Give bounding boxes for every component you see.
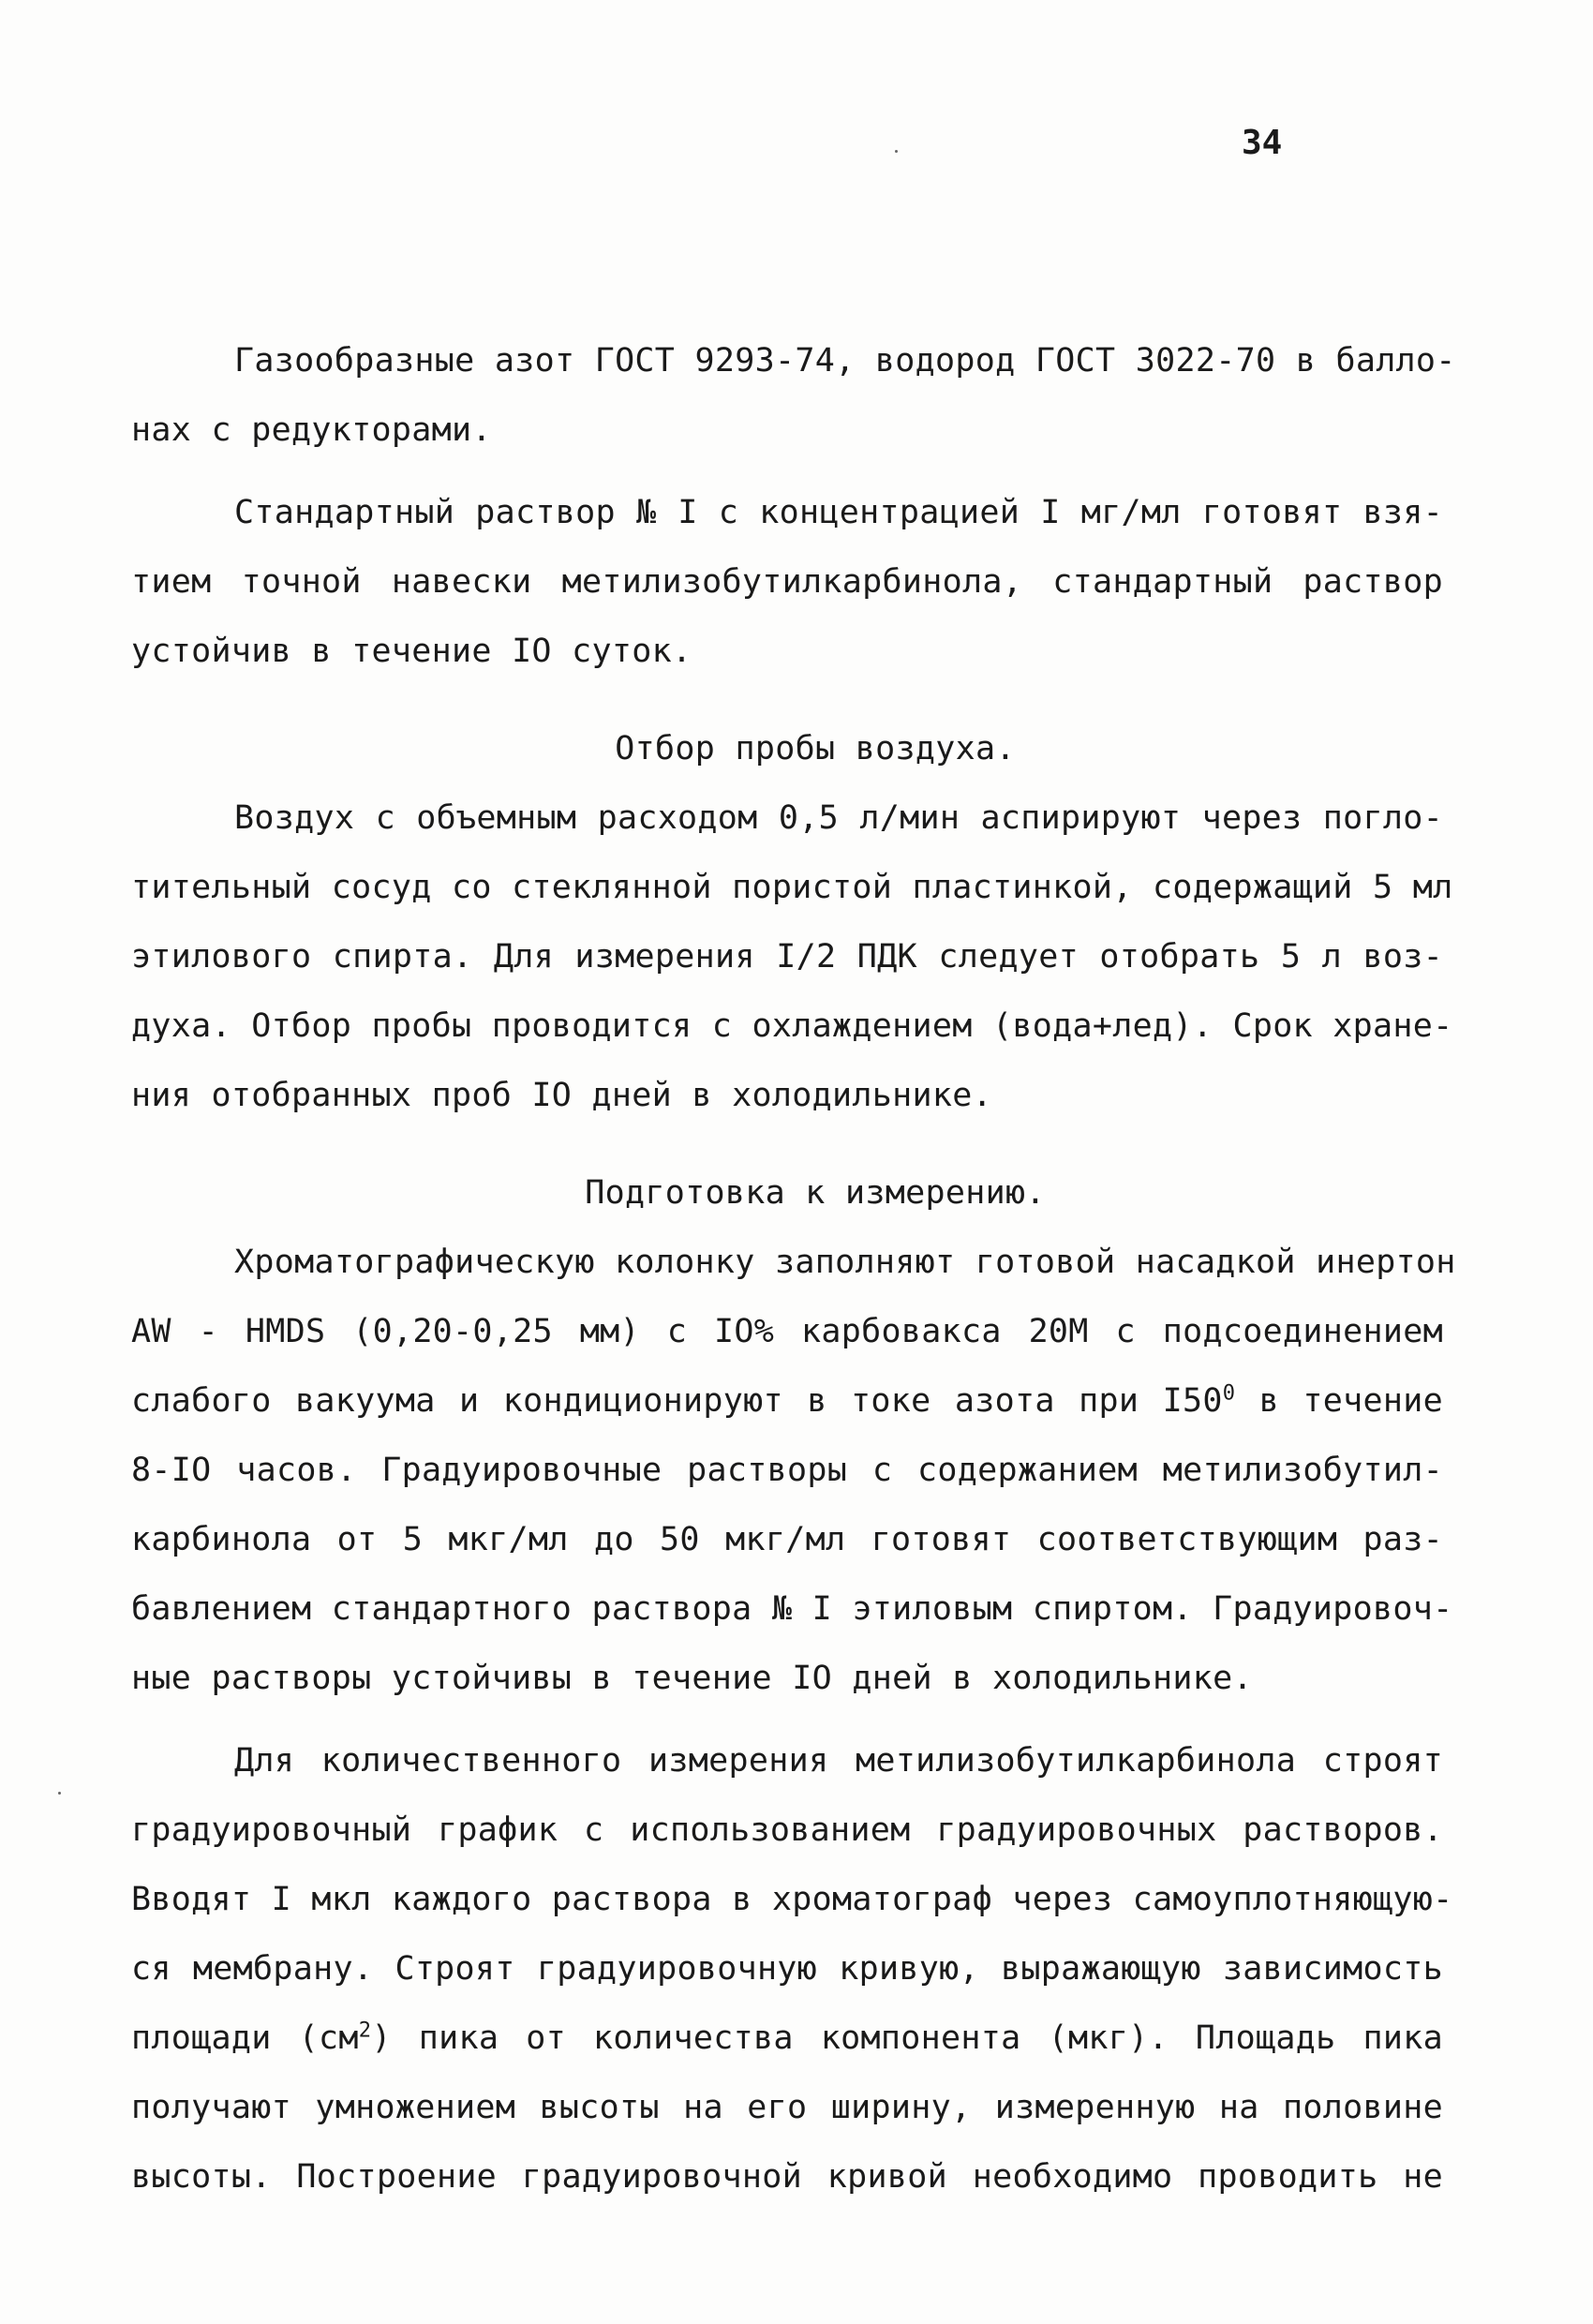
text-line: нах с редукторами. xyxy=(131,411,492,449)
text-line: духа. Отбор пробы проводится с охлаждением (вода+лед). Срок хране- xyxy=(131,1007,1453,1045)
text-run: ) пика от количества компонента (мкг). Площадь пика xyxy=(371,2019,1443,2057)
text-run: в течение xyxy=(1235,1382,1443,1420)
section-heading: Подготовка к измерению. xyxy=(585,1174,1046,1212)
text-line: ные растворы устойчивы в течение IO дней в холодильнике. xyxy=(131,1660,1253,1697)
text-line: получают умножением высоты на его ширину, измеренную на половине xyxy=(131,2089,1443,2126)
text-line: Стандартный раствор № I с концентрацией I мг/мл готовят взя- xyxy=(234,494,1443,531)
text-line: Вводят I мкл каждого раствора в хроматограф через самоуплотняющую- xyxy=(131,1881,1453,1918)
text-line: AW - HMDS (0,20-0,25 мм) с IO% карбовакса 20М с подсоединением xyxy=(131,1313,1443,1350)
scan-speck xyxy=(58,1792,61,1795)
text-line: этилового спирта. Для измерения I/2 ПДК следует отобрать 5 л воз- xyxy=(131,938,1443,976)
text-line: Воздух с объемным расходом 0,5 л/мин аспирируют через погло- xyxy=(234,799,1443,837)
text-line: тием точной навески метилизобутилкарбинола, стандартный раствор xyxy=(131,563,1443,601)
text-line: Для количественного измерения метилизобутилкарбинола строят xyxy=(234,1742,1443,1780)
scan-speck xyxy=(895,150,898,153)
text-line: 8-IO часов. Градуировочные растворы с содержанием метилизобутил- xyxy=(131,1452,1443,1489)
text-line: высоты. Построение градуировочной кривой необходимо проводить не xyxy=(131,2158,1443,2196)
page-number: 34 xyxy=(1242,124,1283,162)
text-line: тительный сосуд со стеклянной пористой пластинкой, содержащий 5 мл xyxy=(131,869,1453,906)
text-line: ся мембрану. Строят градуировочную кривую, выражающую зависимость xyxy=(131,1950,1443,1988)
text-line: устойчив в течение IO суток. xyxy=(131,633,692,670)
text-line: Газообразные азот ГОСТ 9293-74, водород ГОСТ 3022-70 в балло- xyxy=(234,342,1456,380)
square-superscript: 2 xyxy=(358,2019,372,2043)
document-body xyxy=(131,326,1456,2212)
text-run: слабого вакуума и кондиционируют в токе азота при I50 xyxy=(131,1382,1223,1420)
text-line xyxy=(131,2004,1443,2073)
degree-superscript: 0 xyxy=(1222,1381,1236,1406)
text-line: ния отобранных проб IO дней в холодильнике. xyxy=(131,1077,992,1114)
text-line: бавлением стандартного раствора № I этиловым спиртом. Градуировоч- xyxy=(131,1590,1453,1628)
text-line: градуировочный график с использованием градуировочных растворов. xyxy=(131,1811,1443,1849)
text-line xyxy=(131,1366,1443,1436)
text-run: площади (см xyxy=(131,2019,359,2057)
section-heading: Отбор пробы воздуха. xyxy=(615,730,1016,767)
text-line: Хроматографическую колонку заполняют готовой насадкой инертон xyxy=(234,1244,1456,1281)
text-line: карбинола от 5 мкг/мл до 50 мкг/мл готовят соответствующим раз- xyxy=(131,1521,1443,1558)
